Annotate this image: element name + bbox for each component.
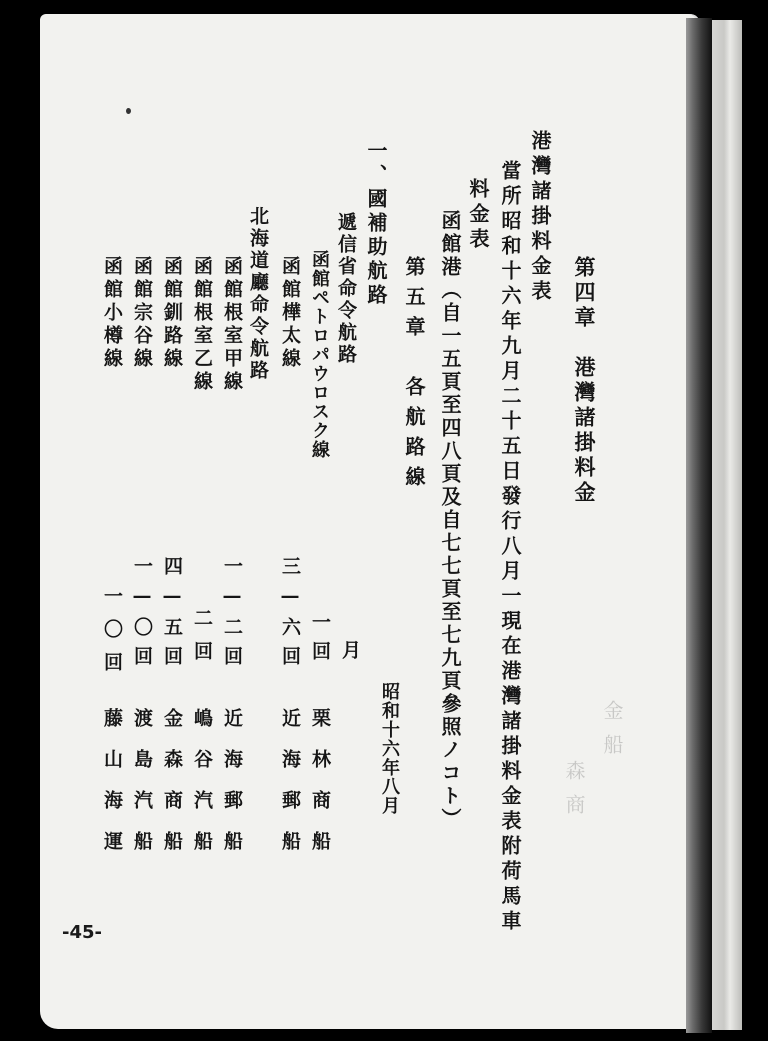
route-frequency: 一回	[309, 612, 331, 670]
route-name: 函館ペトロパウロスク線	[309, 250, 330, 459]
route-name: 函館根室乙線	[191, 256, 213, 394]
page-number: -45-	[62, 922, 102, 943]
route-frequency: 一—二回	[221, 556, 243, 675]
intro-line-2: 料金表	[466, 178, 490, 253]
route-frequency: 一—〇回	[131, 556, 153, 675]
section-title: 港灣諸掛料金表	[528, 130, 552, 305]
route-frequency: 四—五回	[161, 556, 183, 675]
route-name: 函館釧路線	[161, 256, 183, 371]
ministry-heading: 遞信省命令航路	[335, 212, 357, 366]
route-name: 函館宗谷線	[131, 256, 153, 371]
chapter-heading: 第四章 港灣諸掛料金	[572, 256, 597, 506]
route-frequency: 二回	[191, 608, 213, 674]
chapter5-heading: 第五章 各航路線	[402, 256, 426, 496]
hokkaido-heading: 北海道廳命令航路	[247, 206, 269, 382]
book-page-edges	[712, 20, 742, 1030]
bleed-through-text: 森商	[562, 760, 586, 828]
route-company: 金森商船	[161, 708, 183, 872]
route-company: 近海郵船	[221, 708, 243, 872]
month-label: 月	[339, 640, 361, 659]
route-company: 嶋谷汽船	[191, 708, 213, 872]
date-header: 昭和十六年八月	[379, 682, 400, 815]
route-company: 藤山海運	[101, 708, 123, 872]
route-company: 栗林商船	[309, 708, 331, 872]
ink-speck	[126, 108, 131, 114]
route-frequency: 一〇回	[101, 586, 123, 685]
intro-line-3: 函館港（自一五頁至四八頁及自七七頁至七九頁參照ノコト）	[438, 210, 462, 831]
route-company: 渡島汽船	[131, 708, 153, 872]
route-name: 函館小樽線	[101, 256, 123, 371]
route-name: 函館樺太線	[279, 256, 301, 371]
bleed-through-text: 金船	[600, 700, 624, 768]
route-frequency: 三—六回	[279, 556, 301, 675]
book-spine-shadow	[686, 18, 712, 1033]
intro-line-1: 當所昭和十六年九月二十五日發行八月一現在港灣諸掛料金表附荷馬車	[498, 160, 522, 935]
route-name: 函館根室甲線	[221, 256, 243, 394]
item1-heading: 一、國補助航路	[364, 140, 388, 308]
route-company: 近海郵船	[279, 708, 301, 872]
